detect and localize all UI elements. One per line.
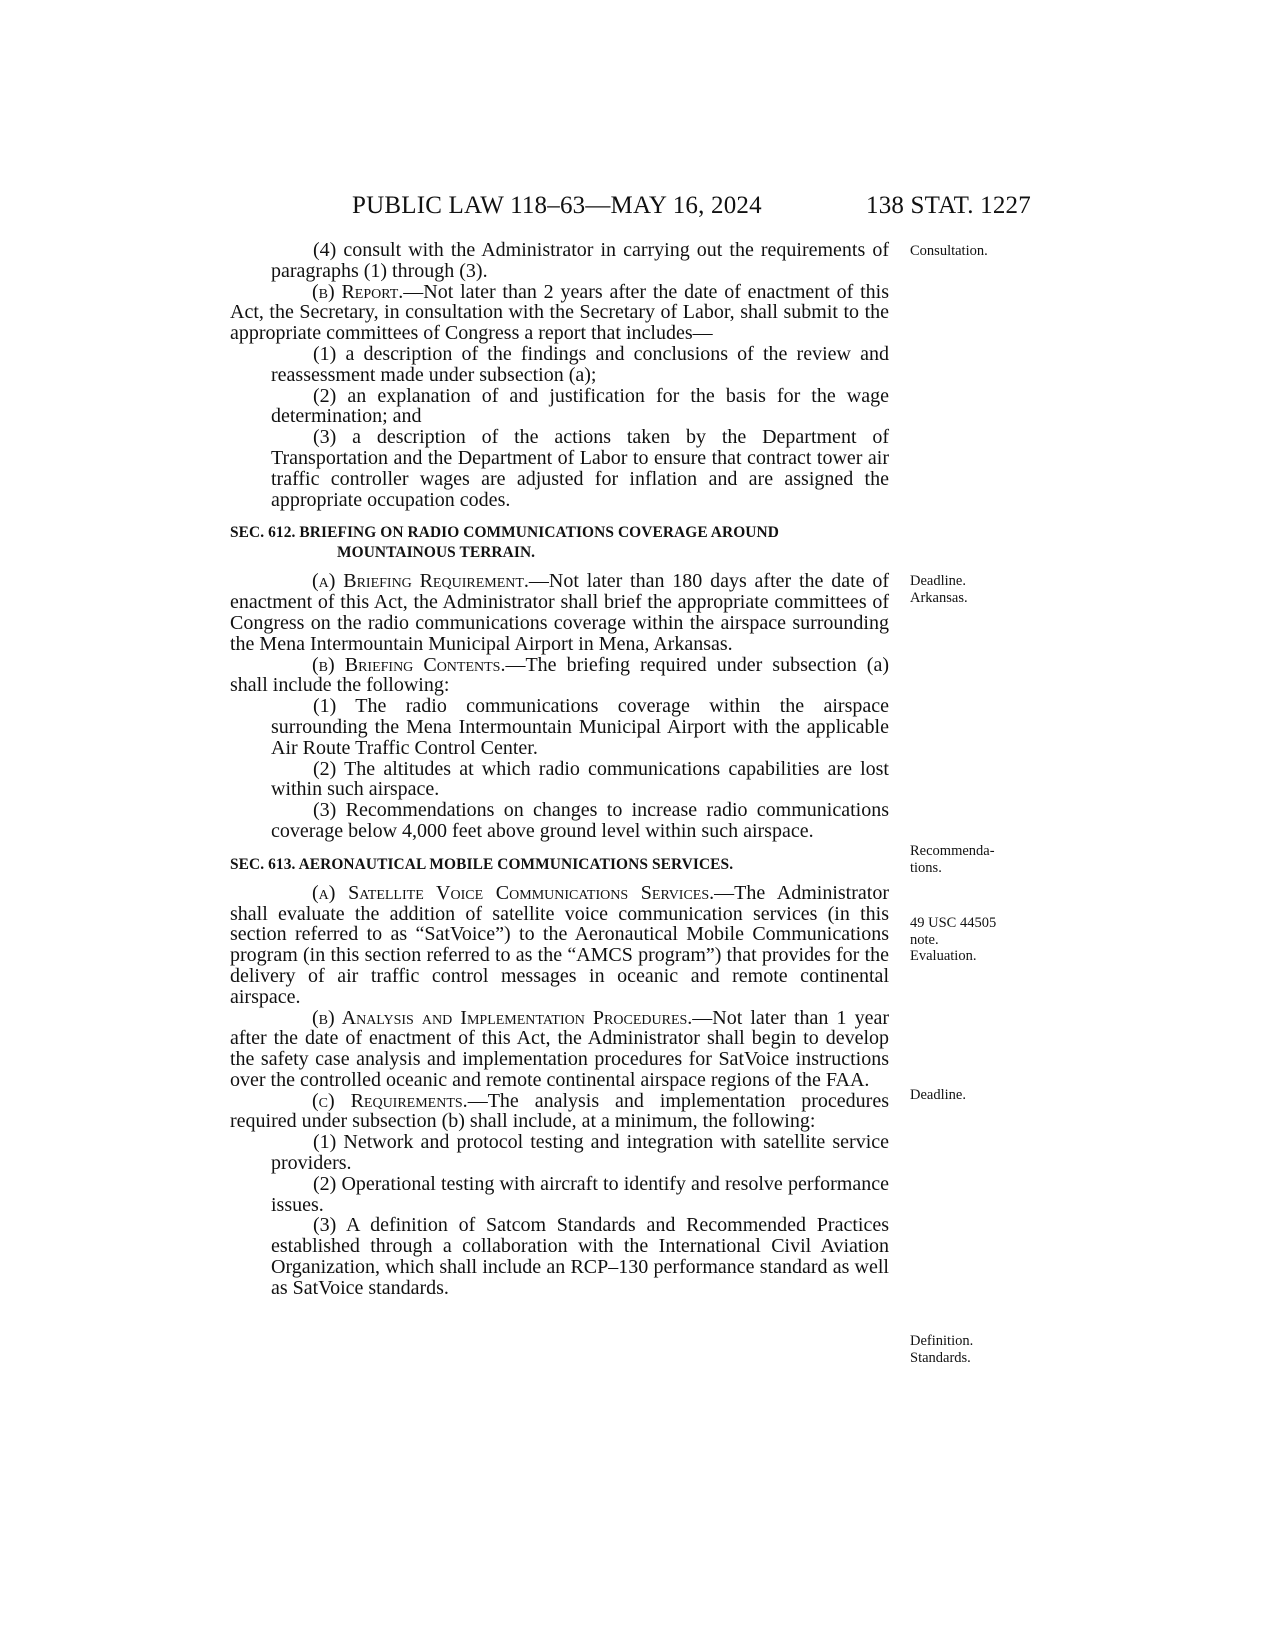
paragraph-b1: (1) a description of the findings and conclusions of the review and reassessment made under subsection (a); xyxy=(271,342,889,386)
subsection-text: —Not later than 2 years after the date of enactment of this Act, the Secretary, in consultation with the Secretary of Labor, shall submit to the appropriate committees of Congress a report that includes— xyxy=(230,280,889,345)
subsection-text: —The Administrator shall evaluate the addition of satellite voice communication services (in this section referred to as “SatVoice”) to the Aeronautical Mobile Communications program (in this section referred to as the “AMCS program”) that provides for the delivery of air traffic control messages in oceanic and remote continental airspace. xyxy=(230,881,889,1008)
margin-note-line: Evaluation. xyxy=(910,948,977,964)
margin-note-line: Definition. xyxy=(910,1333,974,1349)
section-613-heading: SEC. 613. AERONAUTICAL MOBILE COMMUNICATIONS SERVICES. xyxy=(230,855,734,873)
s612-subsection-a xyxy=(230,571,889,654)
subsection-heading: (b) Analysis and Implementation Procedures. xyxy=(312,1006,693,1029)
paragraph-b3: (3) a description of the actions taken by the Department of Transportation and the Department of Labor to ensure that contract tower air traffic controller wages are adjusted for inflation and are assigned the appropriate occupation codes. xyxy=(271,426,889,511)
s613-paragraph-c2: (2) Operational testing with aircraft to identify and resolve performance issues. xyxy=(271,1172,889,1216)
header-citation: PUBLIC LAW 118–63—MAY 16, 2024 xyxy=(352,192,762,219)
margin-note-consultation xyxy=(910,243,988,260)
margin-note-line: Deadline. xyxy=(910,573,966,589)
margin-note-deadline-arkansas xyxy=(910,573,968,606)
margin-note-line: tions. xyxy=(910,859,942,876)
margin-note-line: Consultation. xyxy=(910,243,988,259)
margin-note-line: Recommenda- xyxy=(910,843,995,859)
margin-note-recommendations xyxy=(910,843,995,876)
margin-note-definition-standards xyxy=(910,1333,973,1366)
s613-subsection-a xyxy=(230,883,889,1008)
subsection-text: —The analysis and implementation procedures required under subsection (b) shall include, at a minimum, the following: xyxy=(230,1089,889,1133)
page-header xyxy=(0,192,1275,232)
s613-subsection-c xyxy=(230,1091,889,1133)
section-612-heading: SEC. 612. BRIEFING ON RADIO COMMUNICATIONS COVERAGE AROUND MOUNTAINOUS TERRAIN. xyxy=(230,524,779,562)
subsection-heading: (b) Briefing Contents. xyxy=(312,653,506,676)
margin-note-line: Deadline. xyxy=(910,1087,966,1103)
subsection-heading: (a) Briefing Requirement. xyxy=(312,570,529,593)
s613-paragraph-c1: (1) Network and protocol testing and integration with satellite service providers. xyxy=(271,1131,889,1175)
subsection-text: —Not later than 180 days after the date of enactment of this Act, the Administrator shall brief the appropriate committees of Congress on the radio communications coverage within the airspace surrounding the Mena Intermountain Municipal Airport in Mena, Arkansas. xyxy=(230,570,889,655)
header-page-number: 138 STAT. 1227 xyxy=(866,192,1031,219)
s613-paragraph-c3: (3) A definition of Satcom Standards and Recommended Practices established through a collaboration with the International Civil Aviation Organization, which shall include an RCP–130 performance standard as well as SatVoice standards. xyxy=(271,1214,889,1299)
paragraph-a4: (4) consult with the Administrator in carrying out the requirements of paragraphs (1) through (3). xyxy=(271,239,889,282)
s612-subsection-b xyxy=(230,655,889,697)
subsection-b-report xyxy=(230,282,889,344)
s612-paragraph-b3: (3) Recommendations on changes to increase radio communications coverage below 4,000 feet above ground level within such airspace. xyxy=(271,799,889,842)
subsection-heading: (b) Report. xyxy=(312,280,404,303)
margin-note-deadline xyxy=(910,1087,966,1104)
subsection-text: —The briefing required under subsection (a) shall include the following: xyxy=(230,653,889,697)
statute-body xyxy=(230,240,889,1299)
subsection-heading: (a) Satellite Voice Communications Services. xyxy=(312,881,715,904)
margin-note-usc-evaluation xyxy=(910,915,996,965)
margin-note-line: 49 USC 44505 xyxy=(910,915,997,931)
subsection-text: —Not later than 1 year after the date of enactment of this Act, the Administrator shall begin to develop the safety case analysis and implementation procedures for SatVoice instructions over the controlled oceanic and remote continental airspace regions of the FAA. xyxy=(230,1006,889,1091)
s613-subsection-b xyxy=(230,1008,889,1091)
margin-note-line: note. xyxy=(910,931,939,948)
paragraph-b2: (2) an explanation of and justification for the basis for the wage determination; and xyxy=(271,384,889,428)
s612-paragraph-b2: (2) The altitudes at which radio communications capabilities are lost within such airspace. xyxy=(271,757,889,801)
margin-note-line: Arkansas. xyxy=(910,589,968,606)
subsection-heading: (c) Requirements. xyxy=(312,1089,468,1112)
s612-paragraph-b1: (1) The radio communications coverage within the airspace surrounding the Mena Intermountain Municipal Airport with the applicable Air Route Traffic Control Center. xyxy=(271,695,889,759)
margin-note-line: Standards. xyxy=(910,1349,971,1366)
